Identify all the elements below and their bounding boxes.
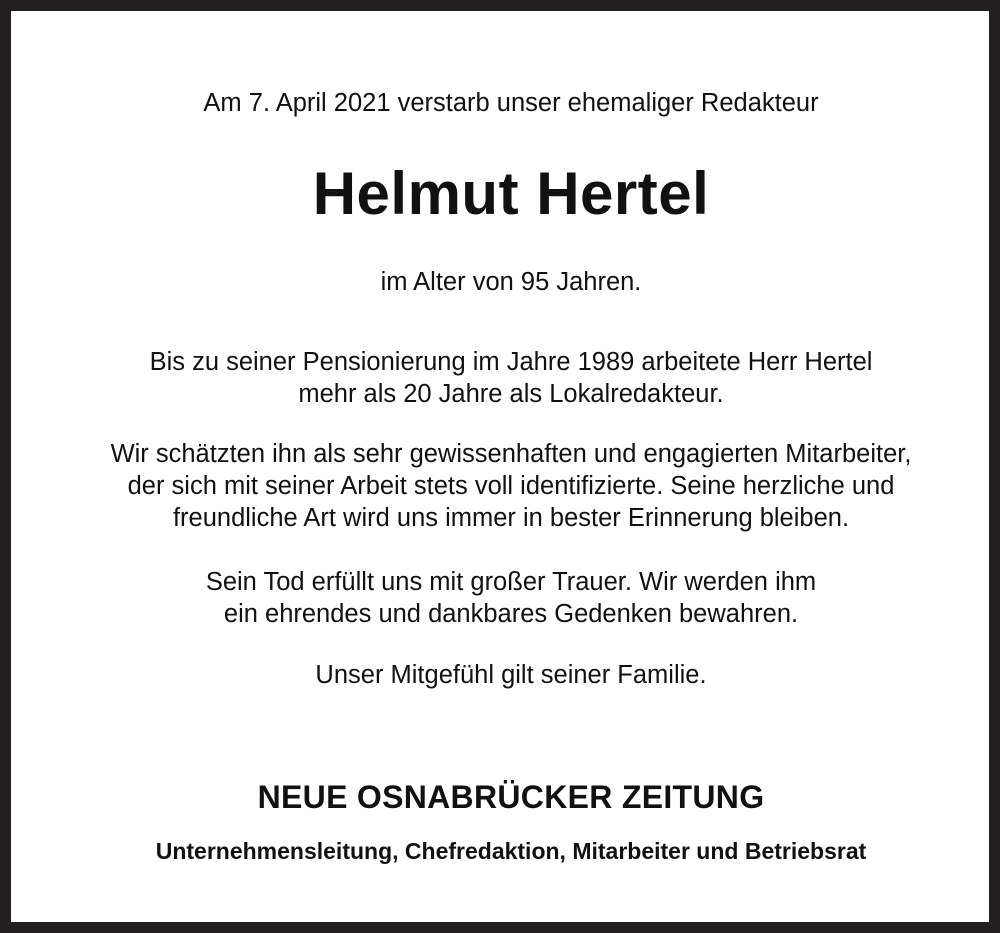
condolence-text: Unser Mitgefühl gilt seiner Familie. — [315, 661, 707, 689]
tribute-line: Wir schätzten ihn als sehr gewissenhaften und engagierten Mitarbeiter, — [110, 440, 912, 468]
intro-text: Am 7. April 2021 verstarb unser ehemaliger Redakteur — [203, 89, 819, 117]
age-text: im Alter von 95 Jahren. — [380, 268, 642, 296]
signatories-text: Unternehmensleitung, Chefredaktion, Mitarbeiter und Betriebsrat — [155, 838, 867, 864]
tribute-line: freundliche Art wird uns immer in bester Erinnerung bleiben. — [172, 504, 850, 532]
tribute-line: der sich mit seiner Arbeit stets voll identifizierte. Seine herzliche und — [127, 472, 895, 500]
career-line: Bis zu seiner Pensionierung im Jahre 1989 arbeitete Herr Hertel — [149, 348, 873, 376]
grief-line: ein ehrendes und dankbares Gedenken bewahren. — [223, 600, 799, 628]
deceased-name: Helmut Hertel — [312, 160, 710, 227]
career-line: mehr als 20 Jahre als Lokalredakteur. — [298, 380, 724, 408]
organization-name: NEUE OSNABRÜCKER ZEITUNG — [257, 779, 765, 815]
grief-line: Sein Tod erfüllt uns mit großer Trauer. Wir werden ihm — [205, 568, 817, 596]
